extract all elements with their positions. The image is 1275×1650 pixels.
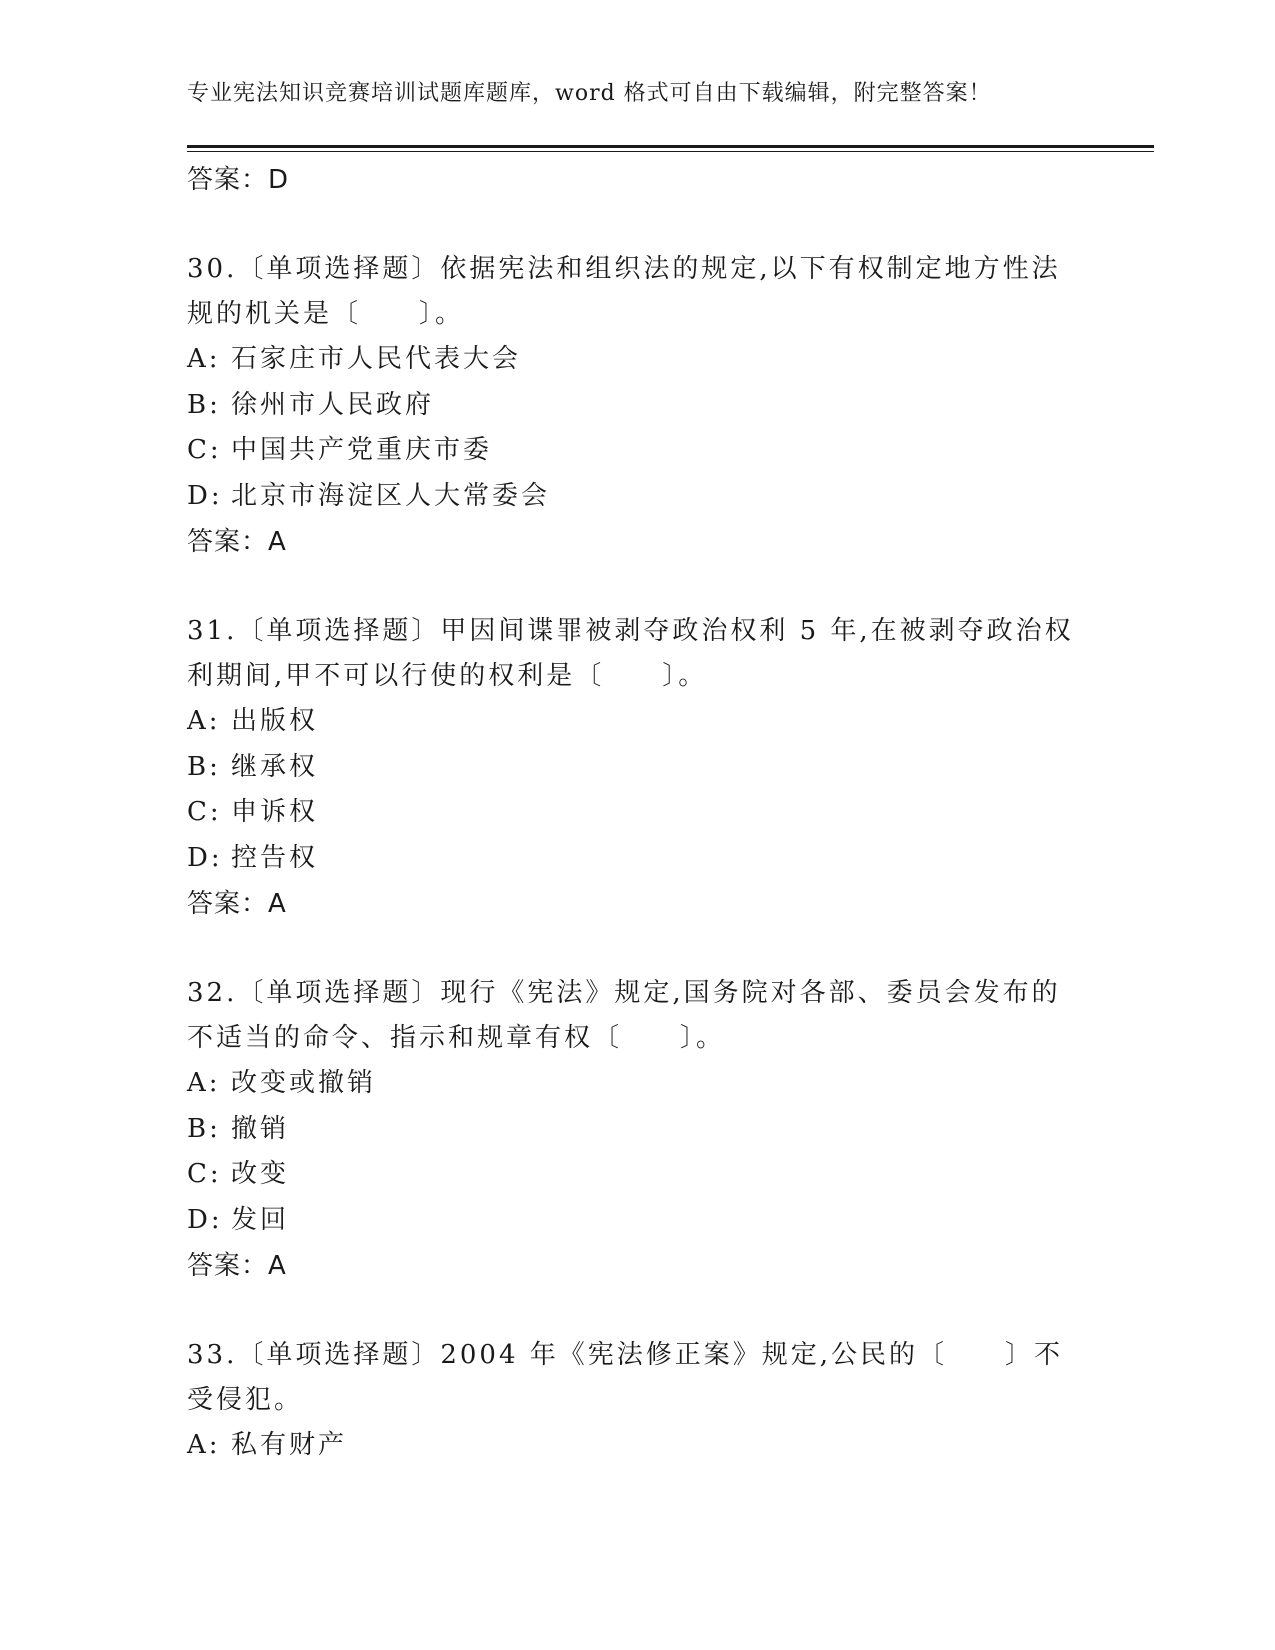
option-c [187, 790, 1087, 836]
option-text: 发回 [231, 1204, 290, 1235]
question-30 [187, 247, 1087, 565]
option-letter: A: [187, 1430, 221, 1460]
option-letter: B: [187, 751, 221, 782]
option-d [187, 836, 1087, 882]
option-d [187, 1198, 1087, 1244]
page-header: 专业宪法知识竞赛培训试题库题库，word 格式可自由下载编辑，附完整答案！ [187, 81, 992, 106]
question-stem: 32.〔单项选择题〕现行《宪法》规定,国务院对各部、委员会发布的不适当的命令、指示和规章有权〔 〕。 [187, 978, 1061, 1053]
option-text: 徐州市人民政府 [231, 389, 435, 420]
question-31 [187, 609, 1087, 927]
question-stem: 30.〔单项选择题〕依据宪法和组织法的规定,以下有权制定地方性法规的机关是〔 〕。 [187, 254, 1061, 329]
answer-line: 答案：A [187, 1251, 287, 1281]
answer-line: 答案：A [187, 889, 287, 919]
option-a [187, 1423, 1087, 1469]
option-a [187, 699, 1087, 745]
option-text: 申诉权 [231, 797, 319, 827]
header-rule-thick [187, 145, 1154, 148]
option-letter: C: [187, 435, 222, 465]
header-rule-thin [187, 151, 1154, 152]
option-text: 改变或撤销 [231, 1068, 377, 1098]
option-text: 改变 [231, 1159, 290, 1189]
option-a [187, 337, 1087, 383]
option-c [187, 428, 1087, 474]
option-text: 出版权 [231, 706, 319, 736]
option-b [187, 745, 1087, 791]
document-body [187, 157, 1087, 1469]
option-text: 私有财产 [231, 1430, 348, 1460]
option-letter: B: [187, 389, 221, 420]
question-stem: 33.〔单项选择题〕2004 年《宪法修正案》规定,公民的〔 〕不受侵犯。 [187, 1340, 1064, 1415]
option-letter: C: [187, 1159, 222, 1189]
option-c [187, 1152, 1087, 1198]
option-letter: D: [187, 480, 223, 511]
option-letter: A: [187, 706, 221, 736]
option-b [187, 1107, 1087, 1153]
option-text: 继承权 [231, 751, 319, 782]
option-d [187, 474, 1087, 520]
question-32 [187, 971, 1087, 1289]
option-letter: A: [187, 344, 221, 374]
question-33 [187, 1333, 1087, 1469]
option-text: 中国共产党重庆市委 [231, 435, 493, 465]
answer-line: 答案：D [187, 165, 290, 195]
option-text: 控告权 [231, 842, 319, 873]
option-letter: D: [187, 1204, 223, 1235]
option-a [187, 1061, 1087, 1107]
option-text: 撤销 [231, 1113, 290, 1144]
option-text: 石家庄市人民代表大会 [231, 344, 522, 374]
option-letter: C: [187, 797, 222, 827]
option-text: 北京市海淀区人大常委会 [231, 480, 551, 511]
option-b [187, 383, 1087, 429]
option-letter: D: [187, 842, 223, 873]
option-letter: A: [187, 1068, 221, 1098]
option-letter: B: [187, 1113, 221, 1144]
answer-line: 答案：A [187, 527, 287, 557]
question-stem: 31.〔单项选择题〕甲因间谍罪被剥夺政治权利 5 年,在被剥夺政治权利期间,甲不可以行使的权利是〔 〕。 [187, 616, 1074, 691]
